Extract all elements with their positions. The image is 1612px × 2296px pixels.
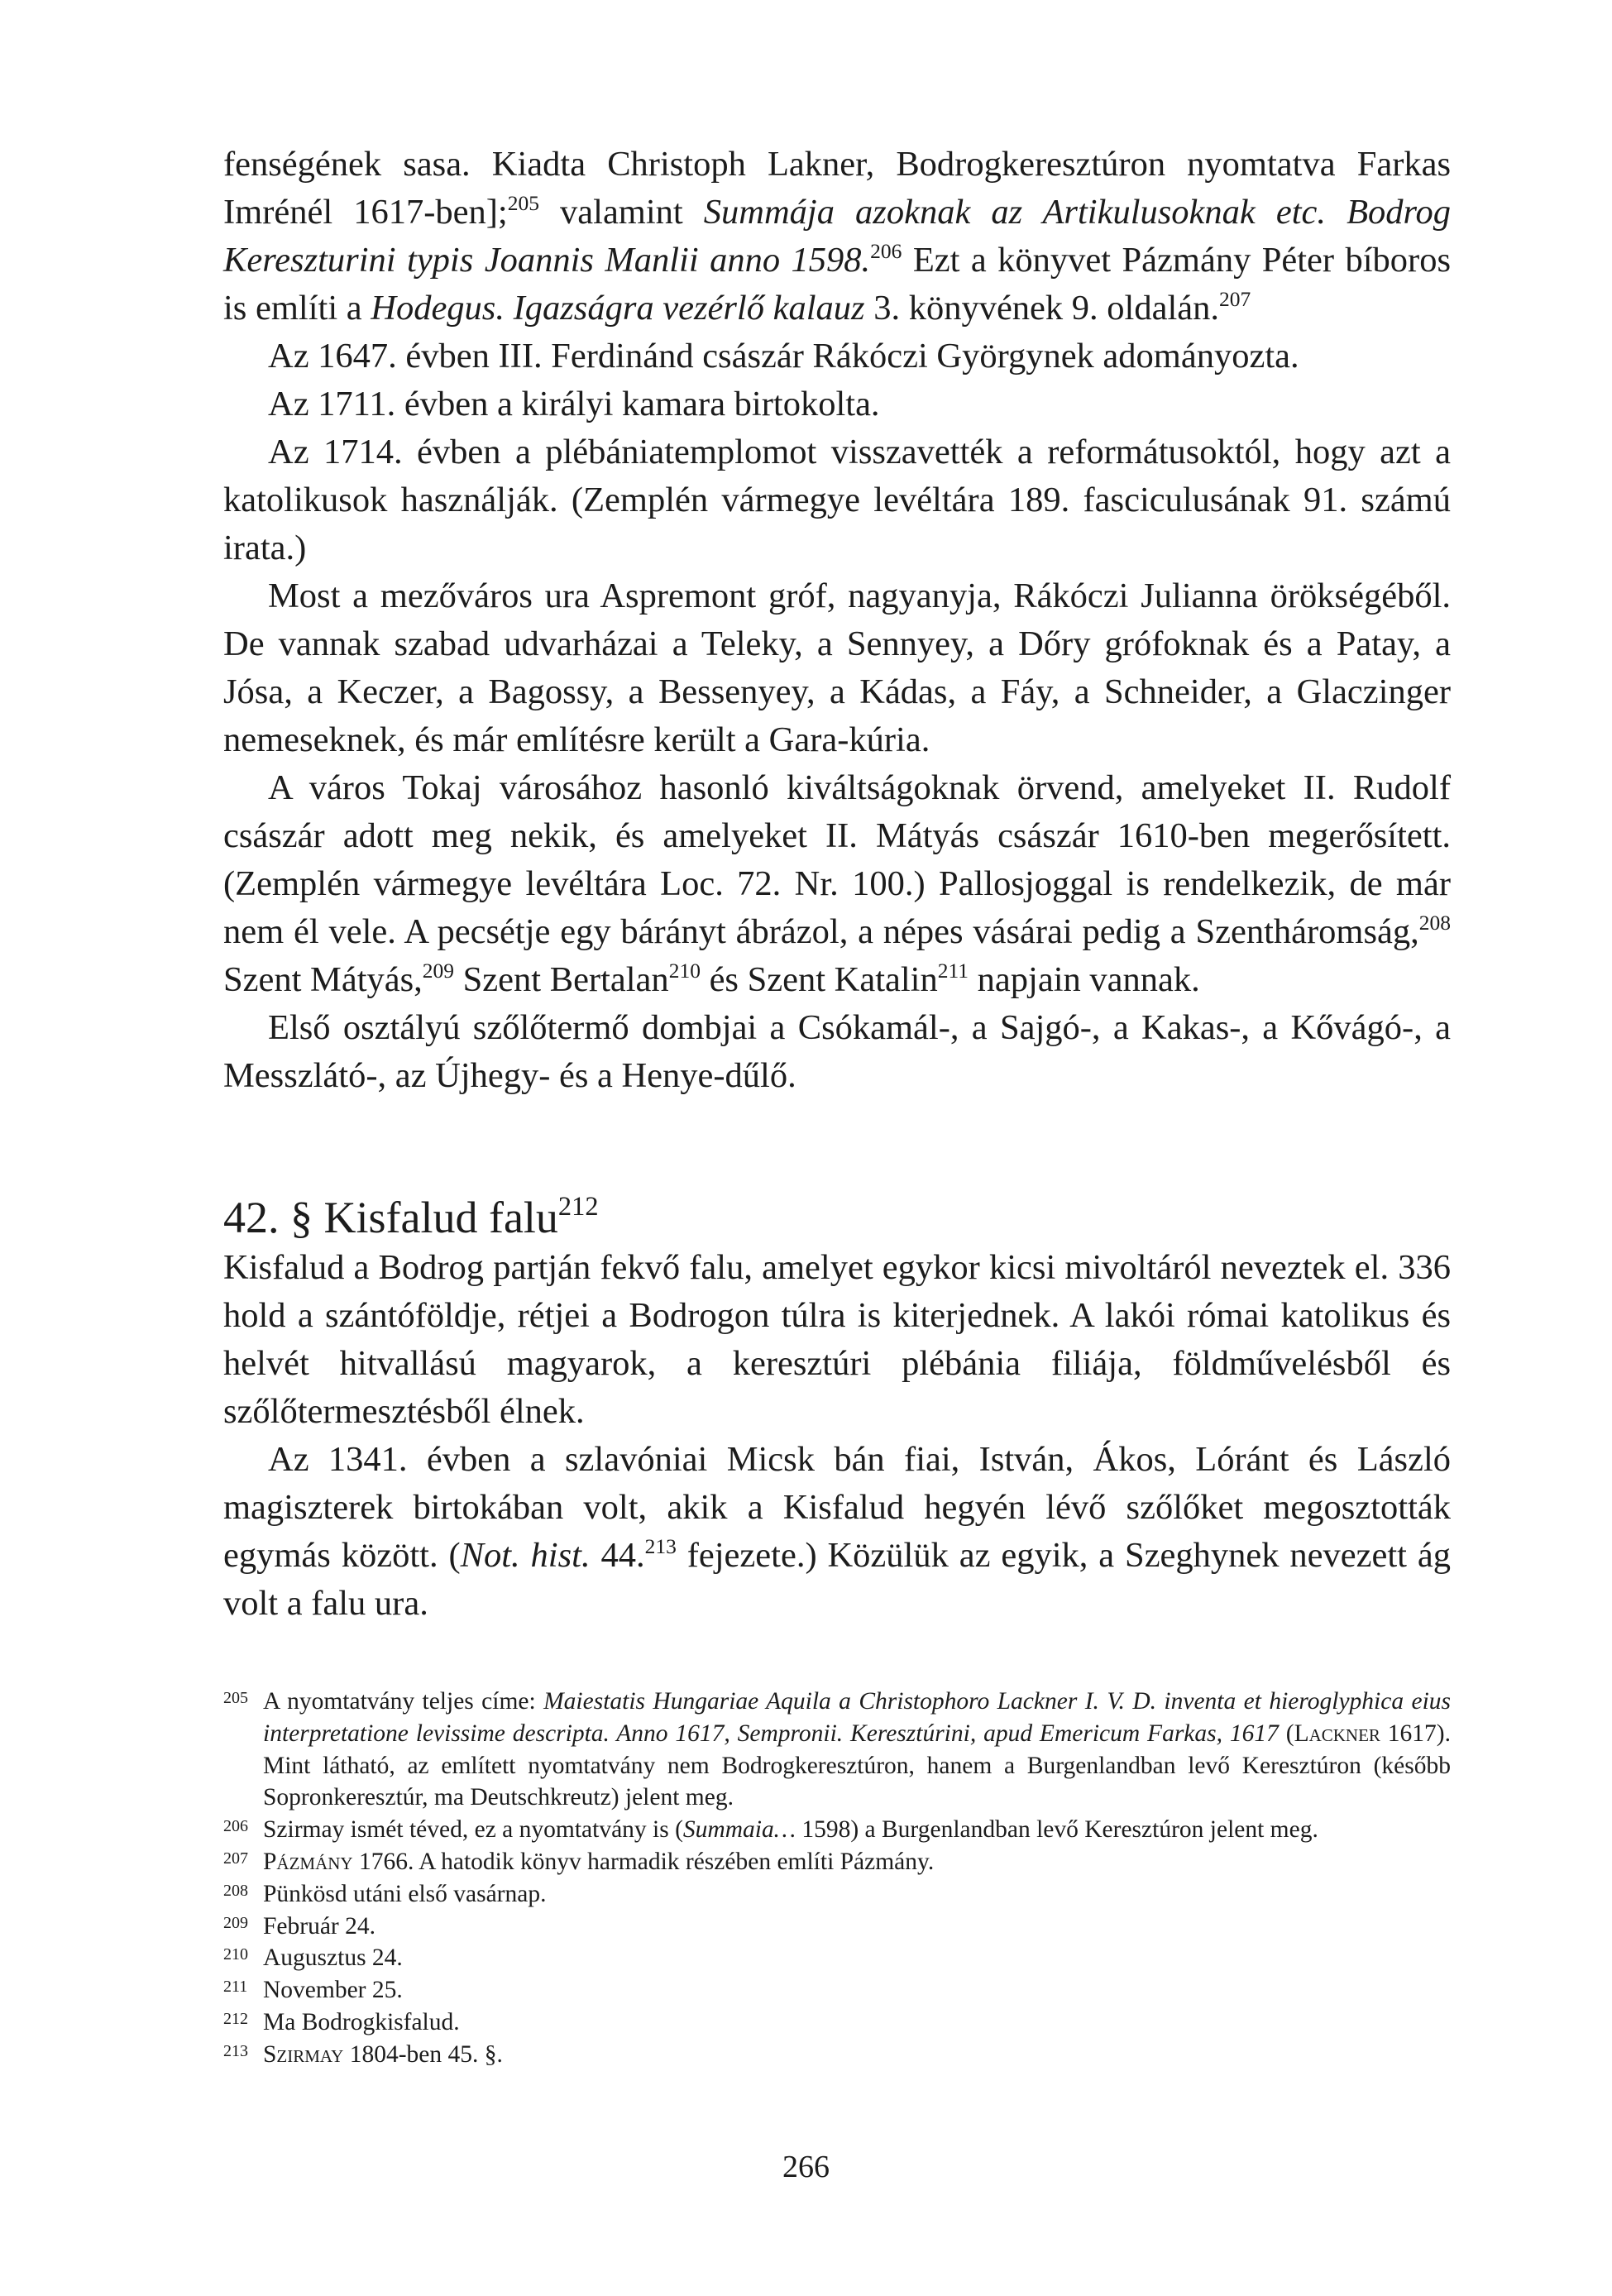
paragraph-9 <box>223 1436 1451 1628</box>
footnote-text <box>263 1814 1451 1846</box>
footnote-ref-211: 211 <box>937 958 969 983</box>
section-heading <box>223 1191 1451 1244</box>
footnote-number: 211 <box>223 1978 248 1997</box>
text-run: valamint <box>538 193 704 232</box>
paragraph-6 <box>223 764 1451 1004</box>
paragraph-7: Első osztályú szőlőtermő dombjai a Csókamál-, a Sajgó-, a Kakas-, a Kővágó-, a Messzlátó-, az Újhegy- és a Henye-dűlő. <box>223 1008 1451 1095</box>
footnote-number: 208 <box>223 1881 248 1900</box>
text-run: ( <box>1278 1720 1294 1747</box>
footnote-text <box>263 2039 1451 2071</box>
footnote-number: 206 <box>223 1817 248 1836</box>
footnote-211 <box>223 1974 1451 2007</box>
italic-title: Hodegus. Igazságra vezérlő kalauz <box>371 289 865 328</box>
footnote-number: 210 <box>223 1945 248 1964</box>
footnote-ref-207: 207 <box>1219 286 1251 311</box>
text-run: Az 1341. évben a szlavóniai Micsk bán fiai, István, Ákos, Lóránt és László magiszterek birtokában volt, akik a Kisfalud hegyén lévő szőlőket megosztották egymás között. ( <box>223 1440 1451 1575</box>
author-name: Pázmány <box>263 1848 353 1875</box>
footnotes <box>223 1686 1451 2071</box>
footnote-text: Pünkösd utáni első vasárnap. <box>263 1880 547 1907</box>
footnote-ref-209: 209 <box>422 958 455 983</box>
footnote-ref-213: 213 <box>644 1533 677 1558</box>
footnote-number: 205 <box>223 1689 248 1707</box>
italic-title: Maiestatis Hungariae Aquila a Christophoro Lackner I. V. D. inventa et hieroglyphica eius interpretatione levissime descripta. Anno 1617, Sempronii. Keresztúrini, apud Emericum Farkas, 1617 <box>263 1688 1452 1747</box>
text-run: fejezete.) Közülük az egyik, a Szeghynek nevezett ág volt a falu ura. <box>223 1536 1451 1623</box>
footnote-208 <box>223 1878 1451 1911</box>
text-run: Ezt a könyvet Pázmány Péter bíboros is említi a <box>223 241 1451 328</box>
footnote-text <box>263 1686 1451 1814</box>
text-run: 1766. A hatodik könyv harmadik részében említi Pázmány. <box>352 1848 935 1875</box>
footnote-number: 209 <box>223 1913 248 1932</box>
text-run: A nyomtatvány teljes címe: <box>263 1688 544 1715</box>
paragraph-4: Az 1714. évben a plébániatemplomot visszavették a reformátusoktól, hogy azt a katolikusok használják. (Zemplén vármegye levéltára 189. fasciculusának 91. számú irata.) <box>223 433 1451 567</box>
footnote-209 <box>223 1911 1451 1943</box>
footnote-210 <box>223 1942 1451 1974</box>
italic-title: Summája azoknak az Artikulusoknak etc. Bodrog Kereszturini typis Joannis Manlii anno 1598. <box>223 193 1451 280</box>
footnote-ref-210: 210 <box>668 958 701 983</box>
paragraph-3: Az 1711. évben a királyi kamara birtokolta. <box>268 385 880 423</box>
text-run: 3. könyvének 9. oldalán. <box>864 289 1220 328</box>
paragraph-1 <box>223 141 1451 332</box>
text-run: A város Tokaj városához hasonló kiváltságoknak örvend, amelyeket II. Rudolf császár adott meg nekik, és amelyeket II. Mátyás császár 1610-ben megerősített. (Zemplén vármegye levéltára Loc. 72. Nr. 100.) Pallosjoggal is rendelkezik, de már nem él vele. A pecsétje egy bárányt ábrázol, a népes vásárai pedig a Szentháromság, <box>223 768 1451 951</box>
text-run: 1598) a Burgenlandban levő Keresztúron jelent meg. <box>795 1816 1318 1844</box>
footnote-text: Ma Bodrogkisfalud. <box>263 2008 460 2035</box>
footnote-text: Február 24. <box>263 1912 375 1940</box>
footnote-205 <box>223 1686 1451 1814</box>
paragraph-8: Kisfalud a Bodrog partján fekvő falu, amelyet egykor kicsi mivoltáról neveztek el. 336 hold a szántóföldje, rétjei a Bodrogon túlra is kiterjednek. A lakói római katolikus és helvét hitvallású magyarok, a keresztúri plébánia filiája, földművelésből és szőlőtermesztésből élnek. <box>223 1248 1451 1431</box>
footnote-ref-206: 206 <box>870 238 902 263</box>
footnote-number: 212 <box>223 2009 248 2028</box>
text-run: és Szent Katalin <box>700 960 938 999</box>
footnote-text: November 25. <box>263 1977 403 2004</box>
text-run: fenségének sasa. Kiadta Christoph Lakner, Bodrogkeresztúron nyomtatva Farkas Imrénél 1617-ben]; <box>223 145 1451 232</box>
footnote-212 <box>223 2007 1451 2039</box>
text-run: Szirmay ismét téved, ez a nyomtatvány is ( <box>263 1816 683 1844</box>
footnote-ref-205: 205 <box>507 190 539 215</box>
text-run: 1804-ben 45. §. <box>343 2040 503 2068</box>
footnote-text <box>263 1846 1451 1878</box>
text-run: Szent Bertalan <box>454 960 669 999</box>
text-run: napjain vannak. <box>969 960 1200 999</box>
italic-citation: Not. hist. <box>460 1536 591 1575</box>
footnote-206 <box>223 1814 1451 1846</box>
text-run: Szent Mátyás, <box>223 960 423 999</box>
paragraph-2: Az 1647. évben III. Ferdinánd császár Rákóczi Györgynek adományozta. <box>268 337 1299 375</box>
page-number: 266 <box>782 2150 830 2184</box>
footnote-number: 213 <box>223 2041 248 2060</box>
main-text <box>223 141 1451 1628</box>
italic-title: Summaia… <box>682 1816 796 1844</box>
footnote-ref-208: 208 <box>1418 910 1451 935</box>
footnote-ref-212: 212 <box>557 1192 599 1222</box>
text-run: 1617). Mint látható, az említett nyomtatvány nem Bodrogkeresztúron, hanem a Burgenlandban levő Keresztúron (később Sopronkeresztúr, ma Deutschkreutz) jelent meg. <box>263 1720 1452 1811</box>
footnote-text: Augusztus 24. <box>263 1944 403 1972</box>
author-name: Lackner <box>1294 1720 1380 1747</box>
paragraph-5: Most a mezőváros ura Aspremont gróf, nagyanyja, Rákóczi Julianna örökségéből. De vannak szabad udvarházai a Teleky, a Sennyey, a Dőry grófoknak és a Patay, a Jósa, a Keczer, a Bagossy, a Bessenyey, a Kádas, a Fáy, a Schneider, a Glaczinger nemeseknek, és már említésre került a Gara-kúria. <box>223 576 1451 759</box>
footnote-207 <box>223 1846 1451 1878</box>
text-run: 44. <box>590 1536 645 1575</box>
author-name: Szirmay <box>263 2040 344 2068</box>
footnote-number: 207 <box>223 1849 248 1868</box>
section-heading-text: 42. § Kisfalud falu <box>223 1193 558 1242</box>
footnote-213 <box>223 2039 1451 2071</box>
